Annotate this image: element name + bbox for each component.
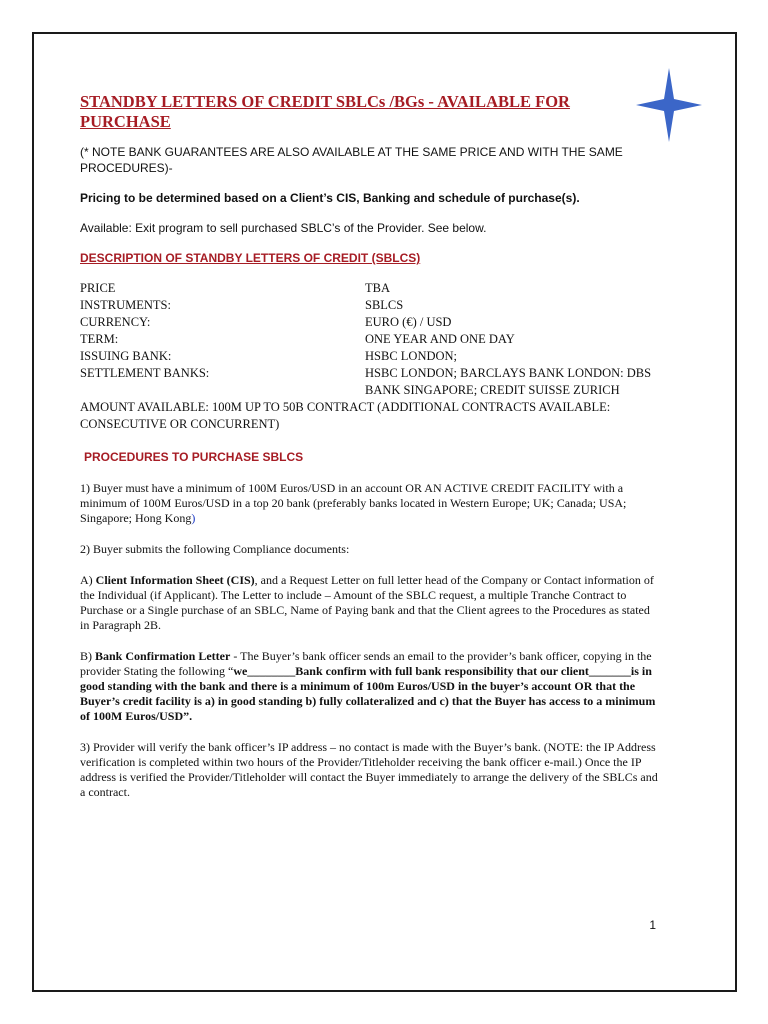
spec-label: ISSUING BANK: [80,349,172,363]
spec-value: EURO (€) / USD [365,315,452,329]
paragraph-3: 3) Provider will verify the bank officer’s IP address – no contact is made with the Buyer’s bank. (NOTE: the IP Address verification is completed within two hours of the Provider/Titleholder receiving the bank officer e-mail.) Once the IP address is verified the Provider/Titleholder will contact the Buyer immediately to arrange the delivery of the SBLCs and a contract. [80,740,658,799]
pricing-text: Pricing to be determined based on a Client’s CIS, Banking and schedule of purchase(s). [80,191,580,205]
spec-row [80,365,660,399]
paragraph-1-close: ) [191,511,196,525]
note-text: (* NOTE BANK GUARANTEES ARE ALSO AVAILABLE AT THE SAME PRICE AND WITH THE SAME PROCEDURES)- [80,145,623,175]
spec-label: TERM: [80,332,119,346]
spec-label: CURRENCY: [80,315,151,329]
spec-label: PRICE [80,281,116,295]
amount-available: AMOUNT AVAILABLE: 100M UP TO 50B CONTRACT (ADDITIONAL CONTRACTS AVAILABLE: CONSECUTIVE OR CONCURRENT) [80,400,611,431]
spec-label: INSTRUMENTS: [80,298,171,312]
paragraph-a [80,573,660,633]
spec-row [80,331,660,348]
document-body [80,60,660,800]
paragraph-a-bold: Client Information Sheet (CIS) [95,573,255,587]
paragraph-b-bold: Bank Confirmation Letter [95,649,231,663]
spec-row [80,314,660,331]
page-number: 1 [649,918,656,932]
paragraph-b-prefix: B) [80,649,95,663]
paragraph-a-prefix: A) [80,573,96,587]
paragraph-b [80,649,660,724]
paragraph-1-text: 1) Buyer must have a minimum of 100M Euros/USD in an account OR AN ACTIVE CREDIT FACILITY with a minimum of 100M Euros/USD in a top 20 bank (preferably banks located in Western Europe; UK; Canada; USA; Singapore; Hong Kong [80,481,627,525]
paragraph-b-quote: we________Bank confirm with full bank responsibility that our client_______is in good standing with the bank and there is a minimum of 100m Euros/USD in the buyer’s account OR that the Buyer’s credit facility is a) in good standing b) fully collateralized and c) that the Buyer has access to a minimum of 100M Euros/USD”. [80,664,656,723]
spec-value: SBLCS [365,298,404,312]
procedures-heading: PROCEDURES TO PURCHASE SBLCS [84,450,304,464]
available-text: Available: Exit program to sell purchased SBLC’s of the Provider. See below. [80,221,487,235]
spec-value: HSBC LONDON; BARCLAYS BANK LONDON: DBS BANK SINGAPORE; CREDIT SUISSE ZURICH [365,366,652,397]
spec-value: TBA [365,281,390,295]
spec-row [80,280,660,297]
description-heading: DESCRIPTION OF STANDBY LETTERS OF CREDIT (SBLCS) [80,251,421,265]
spec-row [80,348,660,365]
paragraph-a-text: , and a Request Letter on full letter head of the Company or Contact information of the Individual (if Applicant). The Letter to include – Amount of the SBLC request, a multiple Tranche Contract to Purchase or a Single purchase of an SBLC, Name of Paying bank and that the Client agrees to the Procedures as stated in Paragraph 2B. [80,573,654,632]
spec-row [80,297,660,314]
paragraph-1 [80,481,660,526]
paragraph-b-text: - The Buyer’s bank officer sends an email to the provider’s bank officer, copying in the provider Stating the following “ [80,649,652,678]
spec-label: SETTLEMENT BANKS: [80,366,210,380]
spec-value: ONE YEAR AND ONE DAY [365,332,515,346]
spec-value: HSBC LONDON; [365,349,458,363]
spec-table [80,280,660,433]
paragraph-2: 2) Buyer submits the following Compliance documents: [80,542,350,556]
document-title: STANDBY LETTERS OF CREDIT SBLCs /BGs - AVAILABLE FOR PURCHASE [80,92,570,131]
